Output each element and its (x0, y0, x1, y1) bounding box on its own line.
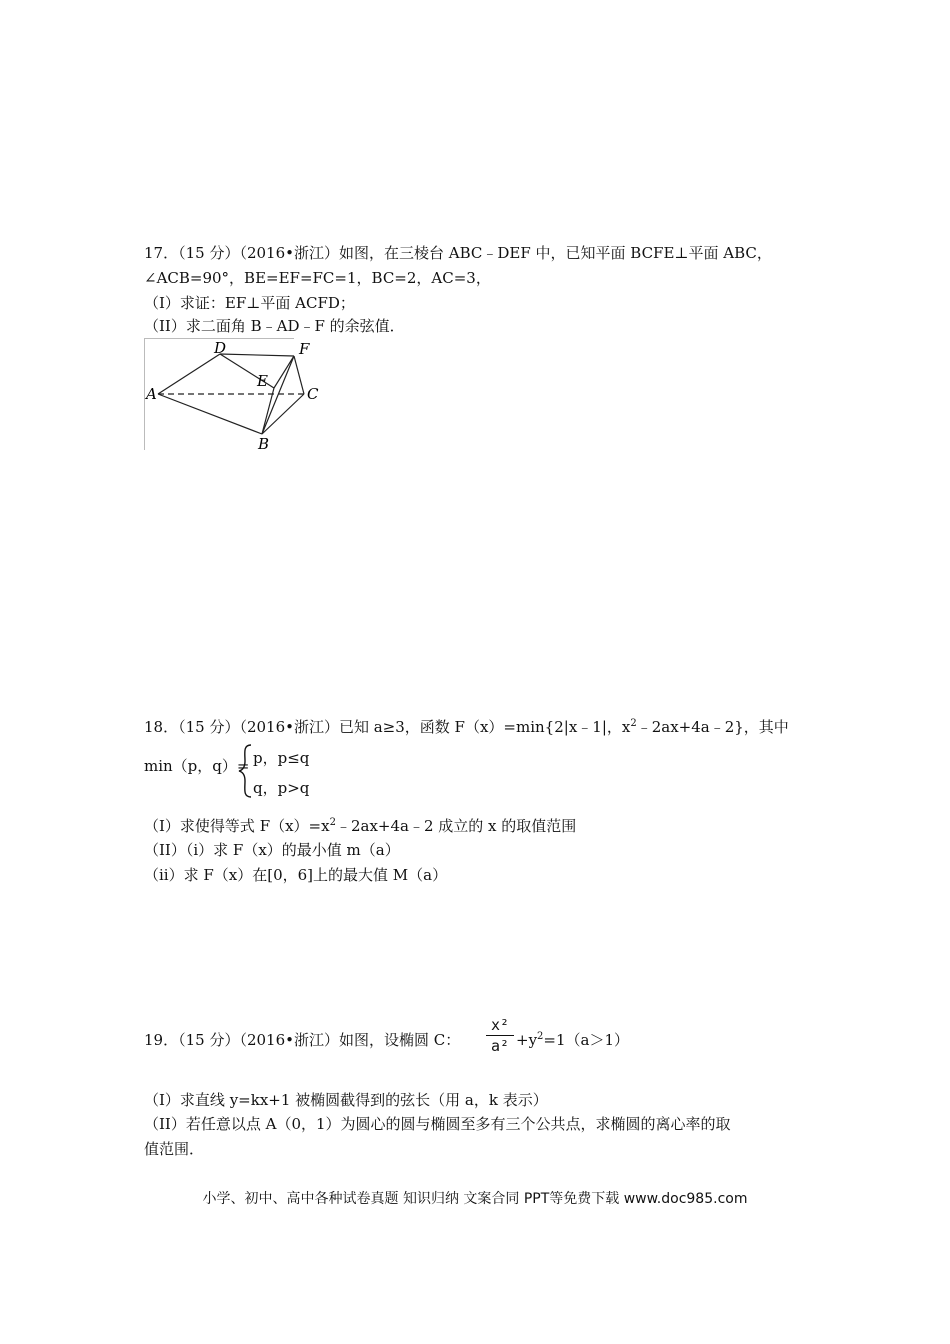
edge-ad (158, 354, 220, 394)
q18-line1-pre: 18．（15 分）（2016•浙江）已知 a≥3，函数 F（x）=min{2|x﹣1|，x (144, 718, 631, 736)
q18-line1-sup: 2 (630, 718, 637, 729)
q19-part2-line2: 值范围． (144, 1140, 205, 1158)
q19-part2-line1: （II）若任意以点 A（0，1）为圆心的圆与椭圆至多有三个公共点，求椭圆的离心率的取 (144, 1115, 731, 1133)
label-c: C (307, 385, 319, 403)
q18-part1 (144, 816, 576, 839)
q18-part1-post: ﹣2ax+4a﹣2 成立的 x 的取值范围 (335, 817, 577, 835)
edge-fc (294, 356, 304, 394)
label-e: E (257, 372, 268, 390)
q18-part2: （II）（i）求 F（x）的最小值 m（a） (144, 841, 400, 859)
edge-ef (274, 356, 294, 388)
left-brace-icon (237, 743, 253, 799)
q17-part1: （I）求证：EF⊥平面 ACFD； (144, 294, 355, 312)
label-f: F (299, 340, 310, 358)
q19-fraction (484, 1016, 516, 1072)
q19-line1-mid: +y (516, 1031, 538, 1049)
q18-part1-sup: 2 (329, 817, 336, 828)
q18-piecewise (237, 743, 337, 803)
q18-case1: p，p≤q (253, 749, 310, 767)
q19-line1-post: =1（a＞1） (543, 1031, 630, 1049)
q19-part1: （I）求直线 y=kx+1 被椭圆截得到的弦长（用 a，k 表示） (144, 1091, 548, 1109)
q19-frac-num: x² (490, 1016, 510, 1034)
edge-eb (262, 388, 274, 434)
q18-line1-post: ﹣2ax+4a﹣2}，其中 (636, 718, 789, 736)
edge-df (220, 354, 294, 356)
q18-min-lhs: min（p，q）= (144, 757, 250, 775)
q18-case2: q，p>q (253, 779, 310, 797)
q19-line1-pre: 19．（15 分）（2016•浙江）如图，设椭圆 C： (144, 1031, 461, 1049)
q19-frac-bar (486, 1035, 514, 1036)
label-a: A (146, 385, 157, 403)
q17-part2: （II）求二面角 B﹣AD﹣F 的余弦值． (144, 317, 405, 335)
q19-frac-den: a² (490, 1037, 510, 1055)
q19-line1-rest (516, 1030, 629, 1053)
label-d: D (214, 339, 227, 357)
q17-figure (144, 338, 322, 450)
footer-watermark: 小学、初中、高中各种试卷真题 知识归纳 文案合同 PPT等免费下载 www.doc985.com (202, 1191, 748, 1207)
edge-cb (262, 394, 304, 434)
q18-part1-pre: （I）求使得等式 F（x）=x (144, 817, 330, 835)
edge-ab (158, 394, 262, 434)
label-b: B (258, 435, 270, 450)
edge-fb (262, 356, 294, 434)
q18-line1 (144, 717, 789, 740)
q17-line2: ∠ACB=90°，BE=EF=FC=1，BC=2，AC=3， (144, 269, 491, 287)
q19-line1-sup: 2 (537, 1031, 544, 1042)
q18-part3: （ii）求 F（x）在[0，6]上的最大值 M（a） (144, 866, 448, 884)
q17-line1: 17．（15 分）（2016•浙江）如图，在三棱台 ABC﹣DEF 中，已知平面 BCFE⊥平面 ABC， (144, 244, 772, 262)
